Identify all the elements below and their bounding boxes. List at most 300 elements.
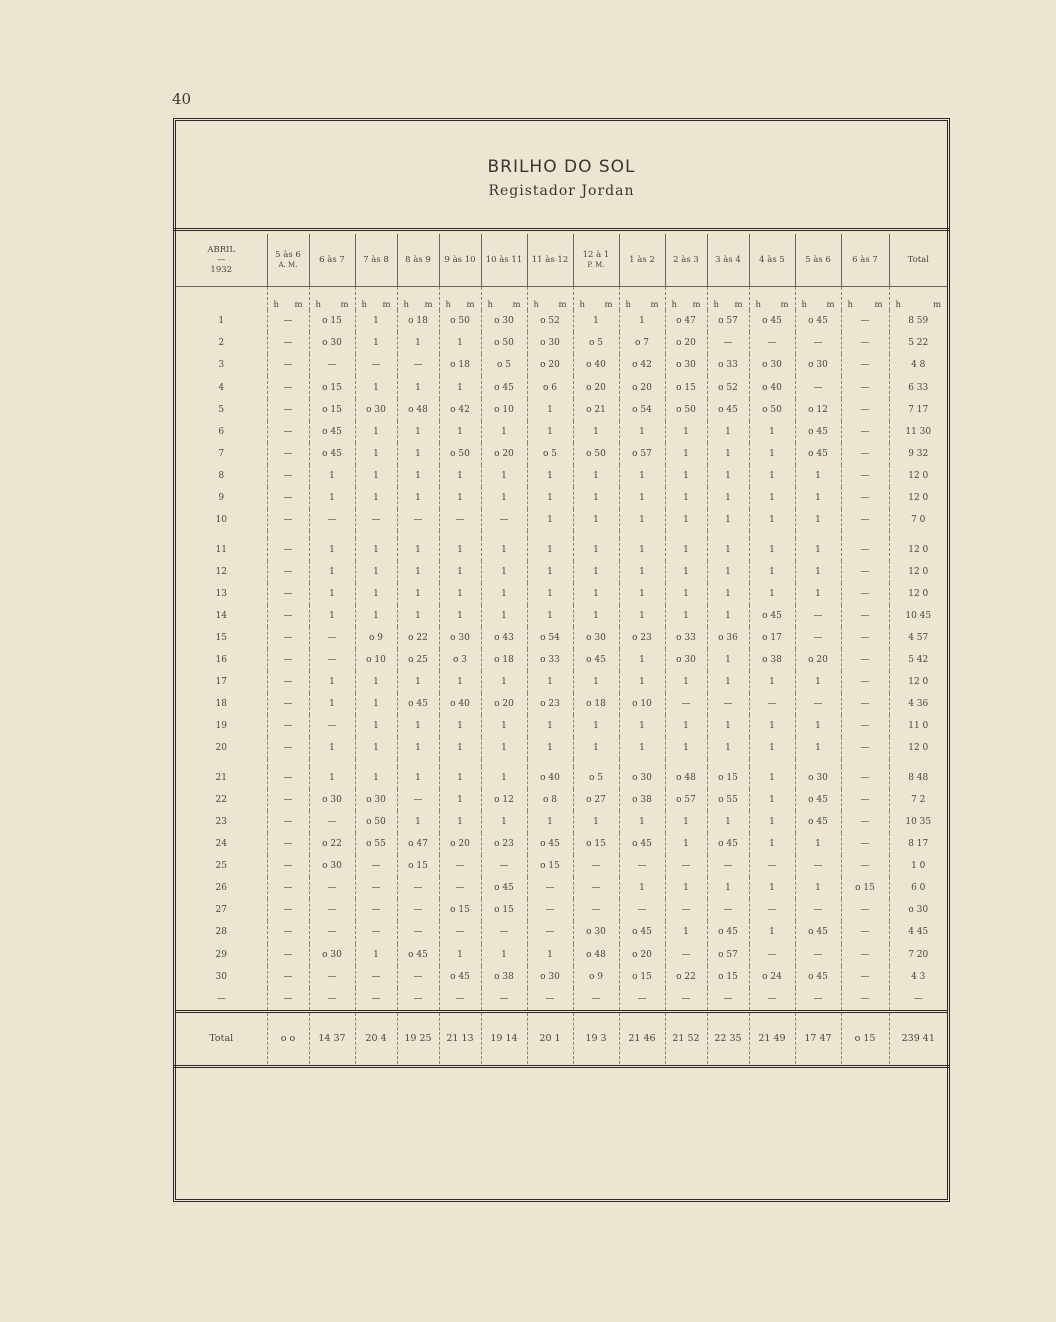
sunshine-cell: 1 bbox=[665, 583, 707, 605]
unit-cell bbox=[889, 287, 947, 311]
table-row bbox=[176, 627, 947, 649]
gap-cell bbox=[176, 531, 267, 538]
table-row bbox=[176, 354, 947, 376]
sunshine-cell: — bbox=[309, 811, 355, 833]
sunshine-cell: o 30 bbox=[665, 649, 707, 671]
hour-column-header bbox=[267, 234, 309, 287]
table-row bbox=[176, 421, 947, 443]
gap-cell bbox=[841, 531, 889, 538]
gap-cell bbox=[527, 531, 573, 538]
sunshine-cell: o 55 bbox=[355, 833, 397, 855]
gap-cell bbox=[665, 759, 707, 766]
sunshine-cell: 1 bbox=[527, 399, 573, 421]
sunshine-cell: 1 bbox=[527, 561, 573, 583]
sunshine-cell: 1 bbox=[527, 715, 573, 737]
hour-column-header bbox=[573, 234, 619, 287]
sunshine-cell: o 18 bbox=[397, 310, 439, 332]
sunshine-cell: o 45 bbox=[707, 399, 749, 421]
sunshine-cell: 1 bbox=[749, 465, 795, 487]
sunshine-cell: 1 bbox=[355, 443, 397, 465]
hour-column-header bbox=[749, 234, 795, 287]
sunshine-cell: 1 bbox=[573, 811, 619, 833]
sunshine-cell: — bbox=[397, 789, 439, 811]
total-cell: o 15 bbox=[841, 1011, 889, 1064]
hour-column-header bbox=[355, 234, 397, 287]
sunshine-cell: — bbox=[841, 899, 889, 921]
sunshine-cell: — bbox=[267, 332, 309, 354]
sunshine-cell: 1 bbox=[355, 465, 397, 487]
sunshine-cell: — bbox=[841, 310, 889, 332]
sunshine-cell: 1 bbox=[527, 737, 573, 759]
sunshine-cell: — bbox=[355, 354, 397, 376]
unit-cell bbox=[749, 287, 795, 311]
sunshine-cell: o 50 bbox=[439, 443, 481, 465]
sunshine-cell: 1 bbox=[481, 465, 527, 487]
hour-column-header bbox=[439, 234, 481, 287]
sunshine-cell: — bbox=[267, 877, 309, 899]
unit-cell bbox=[573, 287, 619, 311]
page-subtitle: Registador Jordan bbox=[488, 183, 635, 199]
hour-column-header bbox=[707, 234, 749, 287]
sunshine-cell: o 48 bbox=[665, 767, 707, 789]
sunshine-cell: — bbox=[309, 988, 355, 1012]
sunshine-table bbox=[176, 234, 947, 1064]
column-label: 9 às 10 bbox=[444, 255, 476, 265]
sunshine-cell: — bbox=[841, 605, 889, 627]
sunshine-cell: 1 bbox=[795, 509, 841, 531]
sunshine-cell: o 50 bbox=[355, 811, 397, 833]
sunshine-cell: 10 45 bbox=[889, 605, 947, 627]
sunshine-cell: 1 bbox=[309, 605, 355, 627]
sunshine-cell: 1 bbox=[481, 737, 527, 759]
sunshine-cell: — bbox=[841, 487, 889, 509]
day-label: 29 bbox=[215, 949, 227, 960]
sunshine-cell: 5 42 bbox=[889, 649, 947, 671]
sunshine-cell: — bbox=[573, 855, 619, 877]
sunshine-cell: — bbox=[795, 693, 841, 715]
unit-hours: h bbox=[801, 300, 807, 311]
sunshine-cell: 12 0 bbox=[889, 487, 947, 509]
sunshine-cell: 1 bbox=[481, 605, 527, 627]
sunshine-cell: o 45 bbox=[795, 789, 841, 811]
sunshine-cell: o 45 bbox=[795, 443, 841, 465]
sunshine-cell: 1 bbox=[707, 811, 749, 833]
sunshine-cell: o 20 bbox=[795, 649, 841, 671]
sunshine-cell: o 5 bbox=[481, 354, 527, 376]
day-label: 4 bbox=[218, 382, 225, 393]
gap-cell bbox=[176, 759, 267, 766]
gap-cell bbox=[355, 531, 397, 538]
gap-cell bbox=[355, 759, 397, 766]
sunshine-cell: o 30 bbox=[481, 310, 527, 332]
day-label: 2 bbox=[218, 338, 225, 349]
sunshine-cell: o 6 bbox=[527, 376, 573, 398]
gap-cell bbox=[707, 759, 749, 766]
sunshine-cell: 12 0 bbox=[889, 583, 947, 605]
unit-minutes: m bbox=[424, 300, 433, 311]
sunshine-cell: o 30 bbox=[665, 354, 707, 376]
sunshine-cell: — bbox=[397, 988, 439, 1012]
sunshine-cell: o 17 bbox=[749, 627, 795, 649]
sunshine-cell: 1 bbox=[665, 443, 707, 465]
sunshine-cell: o 20 bbox=[619, 376, 665, 398]
sunshine-cell: 1 bbox=[397, 767, 439, 789]
sunshine-cell: o 42 bbox=[439, 399, 481, 421]
day-label: 12 bbox=[215, 566, 227, 577]
sunshine-cell: — bbox=[707, 988, 749, 1012]
sunshine-cell: — bbox=[795, 988, 841, 1012]
sunshine-cell: 9 32 bbox=[889, 443, 947, 465]
day-label: 21 bbox=[215, 772, 227, 783]
sunshine-cell: o 15 bbox=[309, 310, 355, 332]
unit-hours: h bbox=[403, 300, 409, 311]
sunshine-cell: 1 bbox=[573, 538, 619, 560]
sunshine-cell: — bbox=[841, 966, 889, 988]
sunshine-cell: 1 0 bbox=[889, 855, 947, 877]
sunshine-cell: 1 bbox=[749, 671, 795, 693]
sunshine-cell: o 45 bbox=[481, 877, 527, 899]
unit-minutes: m bbox=[604, 300, 613, 311]
sunshine-cell: 1 bbox=[439, 583, 481, 605]
gap-cell bbox=[481, 759, 527, 766]
sunshine-cell: 1 bbox=[439, 421, 481, 443]
sunshine-cell: 1 bbox=[355, 583, 397, 605]
sunshine-cell: 1 bbox=[397, 376, 439, 398]
sunshine-cell: 1 bbox=[749, 877, 795, 899]
sunshine-cell: o 15 bbox=[841, 877, 889, 899]
gap-cell bbox=[795, 531, 841, 538]
sunshine-cell: 5 22 bbox=[889, 332, 947, 354]
sunshine-cell: o 54 bbox=[619, 399, 665, 421]
sunshine-cell: o 20 bbox=[573, 376, 619, 398]
day-label: 23 bbox=[215, 817, 227, 828]
table-row bbox=[176, 376, 947, 398]
year-label: 1932 bbox=[210, 265, 233, 275]
sunshine-cell: 1 bbox=[527, 605, 573, 627]
unit-hours: h bbox=[713, 300, 719, 311]
sunshine-cell: — bbox=[707, 899, 749, 921]
sunshine-cell: o 23 bbox=[527, 693, 573, 715]
sunshine-cell: o 45 bbox=[619, 833, 665, 855]
unit-minutes: m bbox=[692, 300, 701, 311]
sunshine-cell: — bbox=[749, 899, 795, 921]
sunshine-cell: 1 bbox=[309, 671, 355, 693]
sunshine-cell: o 15 bbox=[309, 376, 355, 398]
table-row bbox=[176, 487, 947, 509]
sunshine-cell: — bbox=[267, 649, 309, 671]
sunshine-cell: 1 bbox=[707, 649, 749, 671]
sunshine-cell: 1 bbox=[527, 811, 573, 833]
sunshine-cell: o 25 bbox=[397, 649, 439, 671]
sunshine-cell: 1 bbox=[355, 737, 397, 759]
total-cell: 21 46 bbox=[619, 1011, 665, 1064]
sunshine-cell: o 20 bbox=[619, 944, 665, 966]
sunshine-cell: — bbox=[841, 538, 889, 560]
sunshine-cell: — bbox=[795, 605, 841, 627]
sunshine-cell: — bbox=[665, 944, 707, 966]
sunshine-cell: 4 45 bbox=[889, 921, 947, 943]
sunshine-cell: — bbox=[267, 605, 309, 627]
sunshine-cell: 4 57 bbox=[889, 627, 947, 649]
sunshine-cell: — bbox=[267, 354, 309, 376]
sunshine-cell: 1 bbox=[573, 421, 619, 443]
sunshine-cell: — bbox=[841, 332, 889, 354]
column-label: 6 às 7 bbox=[319, 255, 345, 265]
gap-cell bbox=[795, 759, 841, 766]
column-label: 2 às 3 bbox=[673, 255, 699, 265]
column-label: 8 às 9 bbox=[405, 255, 431, 265]
total-cell: 20 1 bbox=[527, 1011, 573, 1064]
total-cell: 21 52 bbox=[665, 1011, 707, 1064]
sunshine-cell: — bbox=[267, 310, 309, 332]
sunshine-cell: o 48 bbox=[397, 399, 439, 421]
page-title: BRILHO DO SOL bbox=[487, 157, 636, 177]
sunshine-cell: o 57 bbox=[619, 443, 665, 465]
sunshine-cell: 1 bbox=[749, 811, 795, 833]
sunshine-cell: — bbox=[481, 509, 527, 531]
total-cell: 21 49 bbox=[749, 1011, 795, 1064]
column-label: 7 às 8 bbox=[363, 255, 389, 265]
sunshine-cell: 1 bbox=[707, 671, 749, 693]
sunshine-cell: 1 bbox=[439, 605, 481, 627]
sunshine-cell: 1 bbox=[355, 332, 397, 354]
hour-column-header bbox=[665, 234, 707, 287]
sunshine-cell: o 15 bbox=[707, 966, 749, 988]
day-label: 25 bbox=[215, 861, 227, 872]
sunshine-cell: — bbox=[309, 354, 355, 376]
sunshine-cell: 8 17 bbox=[889, 833, 947, 855]
sunshine-cell: o 45 bbox=[795, 310, 841, 332]
sunshine-cell: 1 bbox=[707, 583, 749, 605]
sunshine-cell: — bbox=[841, 715, 889, 737]
column-label: 3 às 4 bbox=[715, 255, 741, 265]
gap-cell bbox=[481, 531, 527, 538]
sunshine-cell: — bbox=[267, 715, 309, 737]
sunshine-cell: — bbox=[397, 966, 439, 988]
sunshine-cell: — bbox=[665, 855, 707, 877]
sunshine-cell: 1 bbox=[439, 465, 481, 487]
gap-cell bbox=[309, 531, 355, 538]
sunshine-cell: 1 bbox=[527, 421, 573, 443]
table-row bbox=[176, 877, 947, 899]
sunshine-cell: o 43 bbox=[481, 627, 527, 649]
sunshine-cell: 8 59 bbox=[889, 310, 947, 332]
unit-minutes: m bbox=[558, 300, 567, 311]
sunshine-cell: o 33 bbox=[665, 627, 707, 649]
sunshine-cell: — bbox=[267, 737, 309, 759]
sunshine-cell: 1 bbox=[397, 538, 439, 560]
sunshine-cell: 1 bbox=[355, 715, 397, 737]
sunshine-cell: 7 2 bbox=[889, 789, 947, 811]
sunshine-cell: — bbox=[841, 988, 889, 1012]
sunshine-cell: o 20 bbox=[527, 354, 573, 376]
sunshine-cell: 1 bbox=[619, 583, 665, 605]
sunshine-cell: — bbox=[267, 988, 309, 1012]
sunshine-cell: 1 bbox=[619, 561, 665, 583]
sunshine-cell: o 57 bbox=[665, 789, 707, 811]
sunshine-cell: — bbox=[267, 899, 309, 921]
sunshine-cell: — bbox=[841, 465, 889, 487]
units-row bbox=[176, 287, 947, 311]
sunshine-cell: 1 bbox=[795, 671, 841, 693]
unit-minutes: m bbox=[340, 300, 349, 311]
sunshine-cell: o 21 bbox=[573, 399, 619, 421]
sunshine-cell: — bbox=[267, 627, 309, 649]
sunshine-cell: 1 bbox=[309, 538, 355, 560]
sunshine-cell: — bbox=[309, 509, 355, 531]
sunshine-cell: o 15 bbox=[439, 899, 481, 921]
sunshine-cell: 1 bbox=[707, 509, 749, 531]
sunshine-cell: — bbox=[397, 354, 439, 376]
table-row bbox=[176, 693, 947, 715]
unit-cell bbox=[267, 287, 309, 311]
sunshine-cell: 1 bbox=[707, 877, 749, 899]
column-label: 5 às 6 bbox=[805, 255, 831, 265]
sunshine-cell: 1 bbox=[795, 561, 841, 583]
sunshine-cell: o 7 bbox=[619, 332, 665, 354]
column-label: Total bbox=[907, 255, 929, 265]
sunshine-cell: — bbox=[355, 509, 397, 531]
sunshine-cell: 1 bbox=[619, 671, 665, 693]
sunshine-cell: 1 bbox=[573, 509, 619, 531]
sunshine-cell: o 12 bbox=[481, 789, 527, 811]
sunshine-cell: 1 bbox=[397, 332, 439, 354]
month-header bbox=[176, 234, 267, 287]
sunshine-cell: 1 bbox=[749, 443, 795, 465]
day-label: 27 bbox=[215, 905, 227, 916]
unit-minutes: m bbox=[650, 300, 659, 311]
unit-cell bbox=[355, 287, 397, 311]
sunshine-cell: o 3 bbox=[439, 649, 481, 671]
sunshine-cell: 1 bbox=[355, 767, 397, 789]
sunshine-cell: 1 bbox=[355, 421, 397, 443]
sunshine-cell: — bbox=[355, 921, 397, 943]
sunshine-cell: 1 bbox=[619, 605, 665, 627]
unit-cell bbox=[397, 287, 439, 311]
sunshine-cell: 8 48 bbox=[889, 767, 947, 789]
sunshine-cell: o 30 bbox=[573, 627, 619, 649]
column-label: 5 às 6 bbox=[275, 250, 301, 260]
table-row bbox=[176, 671, 947, 693]
column-label: 4 às 5 bbox=[759, 255, 785, 265]
header-divider bbox=[173, 228, 950, 231]
sunshine-cell: 12 0 bbox=[889, 465, 947, 487]
table-row bbox=[176, 811, 947, 833]
sunshine-cell: — bbox=[841, 944, 889, 966]
unit-minutes: m bbox=[466, 300, 475, 311]
sunshine-cell: 1 bbox=[439, 811, 481, 833]
gap-cell bbox=[665, 531, 707, 538]
sunshine-cell: 1 bbox=[481, 538, 527, 560]
sunshine-cell: 1 bbox=[439, 715, 481, 737]
sunshine-cell: o 30 bbox=[309, 944, 355, 966]
day-label: 3 bbox=[218, 360, 225, 371]
unit-hours: h bbox=[847, 300, 853, 311]
sunshine-cell: 1 bbox=[749, 737, 795, 759]
sunshine-cell: 1 bbox=[573, 310, 619, 332]
sunshine-cell: — bbox=[841, 767, 889, 789]
sunshine-cell: — bbox=[309, 877, 355, 899]
sunshine-cell: — bbox=[527, 988, 573, 1012]
sunshine-cell: 1 bbox=[439, 671, 481, 693]
table-row bbox=[176, 332, 947, 354]
sunshine-cell: — bbox=[397, 921, 439, 943]
sunshine-cell: o 50 bbox=[439, 310, 481, 332]
sunshine-cell: — bbox=[481, 855, 527, 877]
sunshine-cell: o 52 bbox=[707, 376, 749, 398]
sunshine-cell: 1 bbox=[397, 561, 439, 583]
sunshine-cell: 1 bbox=[795, 583, 841, 605]
sunshine-cell: — bbox=[665, 899, 707, 921]
sunshine-cell: — bbox=[267, 538, 309, 560]
sunshine-cell: — bbox=[267, 487, 309, 509]
sunshine-cell: — bbox=[841, 627, 889, 649]
table-row bbox=[176, 715, 947, 737]
sunshine-cell: o 15 bbox=[665, 376, 707, 398]
gap-cell bbox=[397, 759, 439, 766]
sunshine-cell: — bbox=[481, 988, 527, 1012]
unit-hours: h bbox=[315, 300, 321, 311]
sunshine-cell: — bbox=[889, 988, 947, 1012]
sunshine-cell: o 45 bbox=[749, 605, 795, 627]
sunshine-cell: o 30 bbox=[355, 789, 397, 811]
sunshine-cell: — bbox=[439, 877, 481, 899]
sunshine-cell: 1 bbox=[619, 737, 665, 759]
sunshine-cell: — bbox=[267, 443, 309, 465]
sunshine-cell: 1 bbox=[309, 465, 355, 487]
sunshine-cell: 1 bbox=[309, 767, 355, 789]
sunshine-cell: 1 bbox=[749, 538, 795, 560]
unit-hours: h bbox=[895, 300, 901, 311]
sunshine-cell: 1 bbox=[355, 671, 397, 693]
sunshine-cell: 1 bbox=[397, 605, 439, 627]
sunshine-cell: — bbox=[267, 561, 309, 583]
sunshine-cell: 1 bbox=[439, 944, 481, 966]
sunshine-cell: — bbox=[749, 855, 795, 877]
sunshine-cell: — bbox=[707, 855, 749, 877]
sunshine-cell: 1 bbox=[439, 789, 481, 811]
sunshine-cell: 1 bbox=[665, 811, 707, 833]
sunshine-cell: o 30 bbox=[795, 767, 841, 789]
sunshine-cell: 1 bbox=[707, 737, 749, 759]
sunshine-cell: — bbox=[749, 332, 795, 354]
sunshine-cell: 1 bbox=[665, 671, 707, 693]
sunshine-cell: — bbox=[841, 693, 889, 715]
sunshine-cell: — bbox=[841, 583, 889, 605]
sunshine-cell: o 5 bbox=[573, 332, 619, 354]
total-cell: 21 13 bbox=[439, 1011, 481, 1064]
sunshine-cell: 7 17 bbox=[889, 399, 947, 421]
total-label: Total bbox=[176, 1011, 267, 1064]
sunshine-cell: 1 bbox=[665, 833, 707, 855]
sunshine-cell: — bbox=[795, 899, 841, 921]
sunshine-cell: 1 bbox=[619, 421, 665, 443]
sunshine-cell: — bbox=[841, 561, 889, 583]
sunshine-cell: — bbox=[707, 693, 749, 715]
group-gap bbox=[176, 759, 947, 766]
sunshine-cell: o 20 bbox=[439, 833, 481, 855]
sunshine-cell: 1 bbox=[439, 561, 481, 583]
sunshine-cell: 1 bbox=[439, 737, 481, 759]
hour-column-header bbox=[889, 234, 947, 287]
sunshine-cell: 1 bbox=[355, 376, 397, 398]
unit-hours: h bbox=[487, 300, 493, 311]
sunshine-cell: o 18 bbox=[481, 649, 527, 671]
sunshine-cell: o 15 bbox=[619, 966, 665, 988]
sunshine-cell: 1 bbox=[309, 487, 355, 509]
sunshine-cell: — bbox=[665, 693, 707, 715]
sunshine-cell: 1 bbox=[397, 737, 439, 759]
